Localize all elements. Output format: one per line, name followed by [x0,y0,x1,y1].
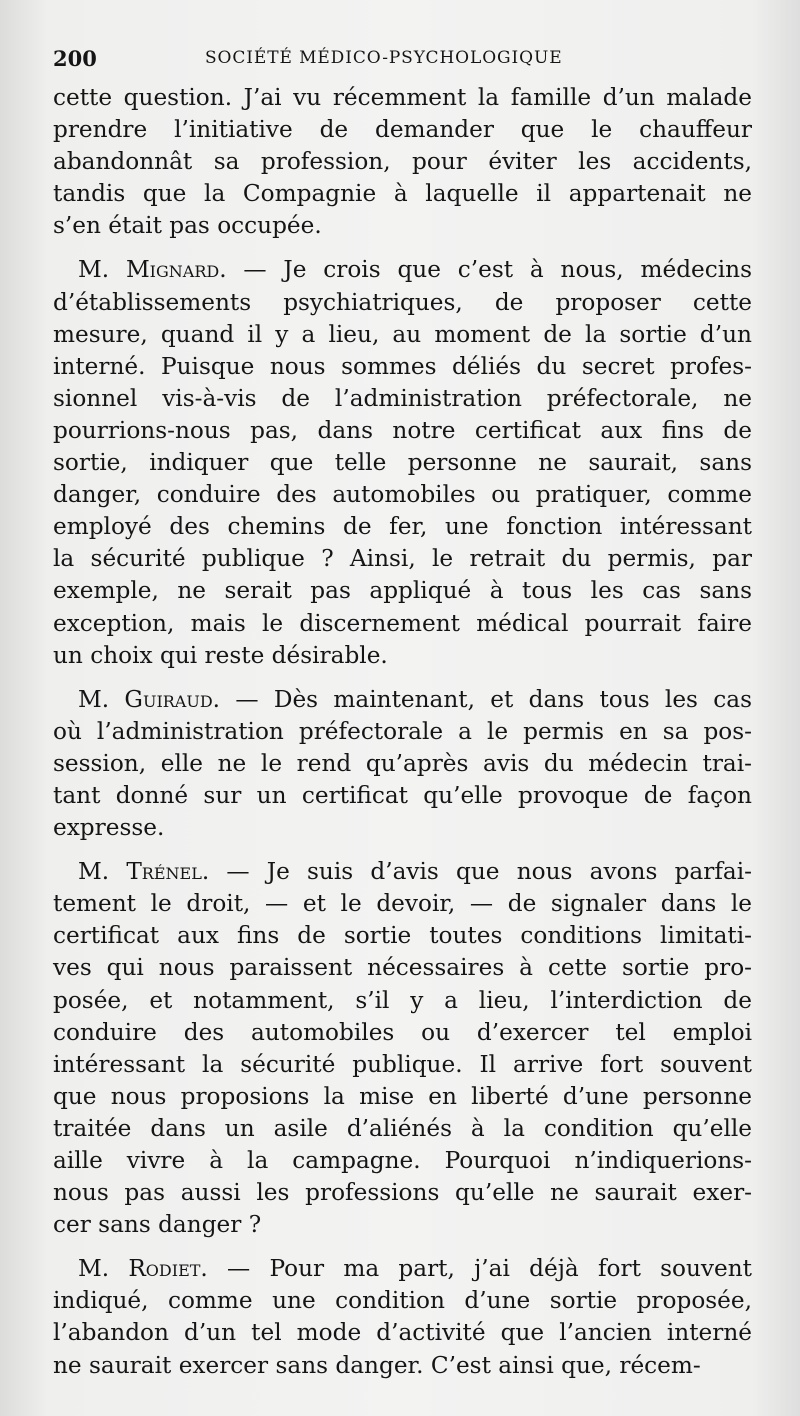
text-line [53,856,752,888]
running-head: SOCIÉTÉ MÉDICO-PSYCHOLOGIQUE [205,48,563,68]
text-line: mesure, quand il y a lieu, au moment de la sortie d’un [53,320,752,348]
text-line: nous pas aussi les professions qu’elle ne saurait exer- [53,1179,752,1207]
text-line: indiqué, comme une condition d’une sortie proposée, [53,1287,752,1315]
text-line: s’en était pas occupée. [53,212,322,240]
body-text [53,82,752,1382]
paragraph [53,82,752,242]
text-line: expresse. [53,814,165,842]
text-line: interné. Puisque nous sommes déliés du secret profes- [53,352,752,380]
text-line: ne saurait exercer sans danger. C’est ainsi que, récem- [53,1351,701,1379]
text-line: la sécurité publique ? Ainsi, le retrait du permis, par [53,545,752,573]
line-text: — Je suis d’avis que nous avons parfai- [209,858,752,886]
text-line [53,1253,752,1285]
text-line: intéressant la sécurité publique. Il arrive fort souvent [53,1050,752,1078]
text-line: posée, et notamment, s’il y a lieu, l’interdiction de [53,986,752,1014]
text-line: tandis que la Compagnie à laquelle il appartenait ne [53,180,752,208]
page-number: 200 [53,46,97,71]
text-line: exception, mais le discernement médical pourrait faire [53,609,752,637]
paragraph [53,1253,752,1381]
text-line: traitée dans un asile d’aliénés à la condition qu’elle [53,1114,752,1142]
text-line: tement le droit, — et le devoir, — de signaler dans le [53,890,752,918]
text-line [53,684,752,716]
speaker-name: M. Mignard. [78,256,227,284]
text-line: danger, conduire des automobiles ou pratiquer, comme [53,481,752,509]
text-line [53,254,752,286]
text-line: sionnel vis-à-vis de l’administration préfectorale, ne [53,384,752,412]
line-text: — Dès maintenant, et dans tous les cas [220,685,752,713]
page-header [53,46,752,82]
text-line: cer sans danger ? [53,1211,262,1239]
text-line: prendre l’initiative de demander que le chauffeur [53,116,752,144]
text-line: ves qui nous paraissent nécessaires à cette sortie pro- [53,954,752,982]
speaker-name: M. Rodiet. [78,1255,208,1283]
text-line: l’abandon d’un tel mode d’activité que l’ancien interné [53,1319,752,1347]
line-text: — Pour ma part, j’ai déjà fort souvent [207,1255,752,1283]
text-line: d’établissements psychiatriques, de proposer cette [53,288,752,316]
paragraph [53,856,752,1241]
text-line: sortie, indiquer que telle personne ne saurait, sans [53,449,752,477]
text-line: abandonnât sa profession, pour éviter les accidents, [53,148,752,176]
text-line: tant donné sur un certificat qu’elle provoque de façon [53,781,752,809]
text-line: certificat aux fins de sortie toutes conditions limitati- [53,922,752,950]
text-line: aille vivre à la campagne. Pourquoi n’indiquerions- [53,1147,752,1174]
speaker-name: M. Guiraud. [78,685,221,713]
paragraph [53,254,752,671]
speaker-name: M. Trénel. [78,858,210,886]
text-line: conduire des automobiles ou d’exercer tel emploi [53,1018,752,1046]
text-line: session, elle ne le rend qu’après avis du médecin trai- [53,749,752,777]
text-line: employé des chemins de fer, une fonction intéressant [53,513,752,541]
text-line: que nous proposions la mise en liberté d’une personne [53,1082,752,1110]
text-line: cette question. J’ai vu récemment la famille d’un malade [53,84,752,111]
text-line: un choix qui reste désirable. [53,641,388,669]
line-text: — Je crois que c’est à nous, médecins [226,256,752,284]
text-line: où l’administration préfectorale a le permis en sa pos- [53,717,752,745]
text-line: pourrions-nous pas, dans notre certificat aux fins de [53,416,752,444]
paragraph [53,684,752,844]
text-line: exemple, ne serait pas appliqué à tous les cas sans [53,577,752,605]
